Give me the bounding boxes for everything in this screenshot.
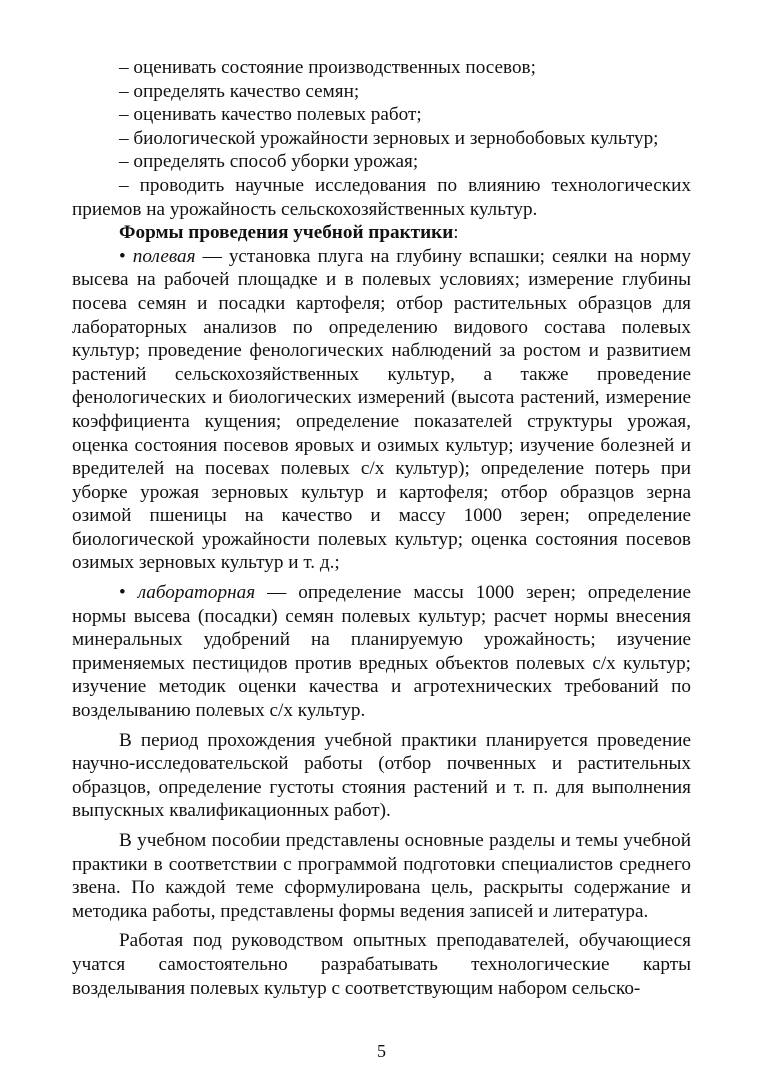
list-item-field-work-quality: – оценивать качество полевых работ; bbox=[119, 104, 422, 126]
section-heading-text: Формы проведения учебной практики bbox=[119, 222, 454, 244]
bullet-icon: • bbox=[119, 582, 126, 604]
textbook-paragraph: В учебном пособии представлены основные разделы и темы учебной практики в соответствии с программой подготовки специалистов среднего звена. По каждой теме сформулирована цель, раскрыты содержание и методика работы, представлены формы ведения записей и литература. bbox=[72, 830, 691, 922]
list-item-harvest-method: – определять способ уборки урожая; bbox=[119, 151, 419, 173]
section-heading bbox=[72, 221, 691, 245]
students-paragraph: Работая под руководством опытных преподавателей, обучающиеся учатся самостоятельно разрабатывать технологические карты возделывания полевых культур с соответствующим набором сельско- bbox=[72, 930, 691, 999]
list-item-assess-crops: – оценивать состояние производственных посевов; bbox=[119, 57, 536, 78]
page-body bbox=[72, 56, 691, 1000]
lab-practice-paragraph bbox=[72, 581, 691, 723]
bullet-icon: • bbox=[119, 245, 126, 267]
list-item-biological-yield: – биологической урожайности зерновых и зернобобовых культур; bbox=[119, 127, 659, 149]
lab-practice-text: — определение массы 1000 зерен; определение нормы высева (посадки) семян полевых культур; расчет нормы внесения минеральных удобрений на планируемую урожайность; изучение применяемых пестицидов против вредных объектов полевых с/х культур; изучение методик оценки качества и агротехнических требований по возделыванию полевых с/х культур. bbox=[72, 582, 692, 722]
lab-practice-term: лабораторная bbox=[137, 582, 256, 604]
field-practice-paragraph bbox=[72, 245, 691, 575]
field-practice-text: — установка плуга на глубину вспашки; сеялки на норму высева на рабочей площадке и в полевых условиях; измерение глубины посева семян и посадки картофеля; отбор растительных образцов для лабораторных анализов по определению видового состава полевых культур; проведение фенологических наблюдений за ростом и развитием растений сельскохозяйственных культур, а также проведение фенологических и биологических измерений (высота растений, измерение коэффициента кущения; определение показателей структуры урожая, оценка состояния посевов яровых и озимых культур; изучение болезней и вредителей на посевах полевых с/х культур); определение потерь при уборке урожая зерновых культур и картофеля; отбор образцов зерна озимой пшеницы на качество и массу 1000 зерен; определение биологической урожайности полевых культур; оценка состояния посевов озимых зерновых культур и т. д.; bbox=[72, 245, 692, 574]
list-item-seed-quality: – определять качество семян; bbox=[119, 80, 360, 102]
research-paragraph: В период прохождения учебной практики планируется проведение научно-исследовательской работы (отбор почвенных и растительных образцов, определение густоты стояния растений и т. п. для выполнения выпускных квалификационных работ). bbox=[72, 729, 691, 822]
section-heading-colon: : bbox=[453, 222, 459, 244]
list-item-research: – проводить научные исследования по влиянию технологических приемов на урожайность сельскохозяйственных культур. bbox=[72, 174, 691, 220]
page-number: 5 bbox=[377, 1041, 386, 1061]
field-practice-term: полевая bbox=[132, 245, 196, 267]
